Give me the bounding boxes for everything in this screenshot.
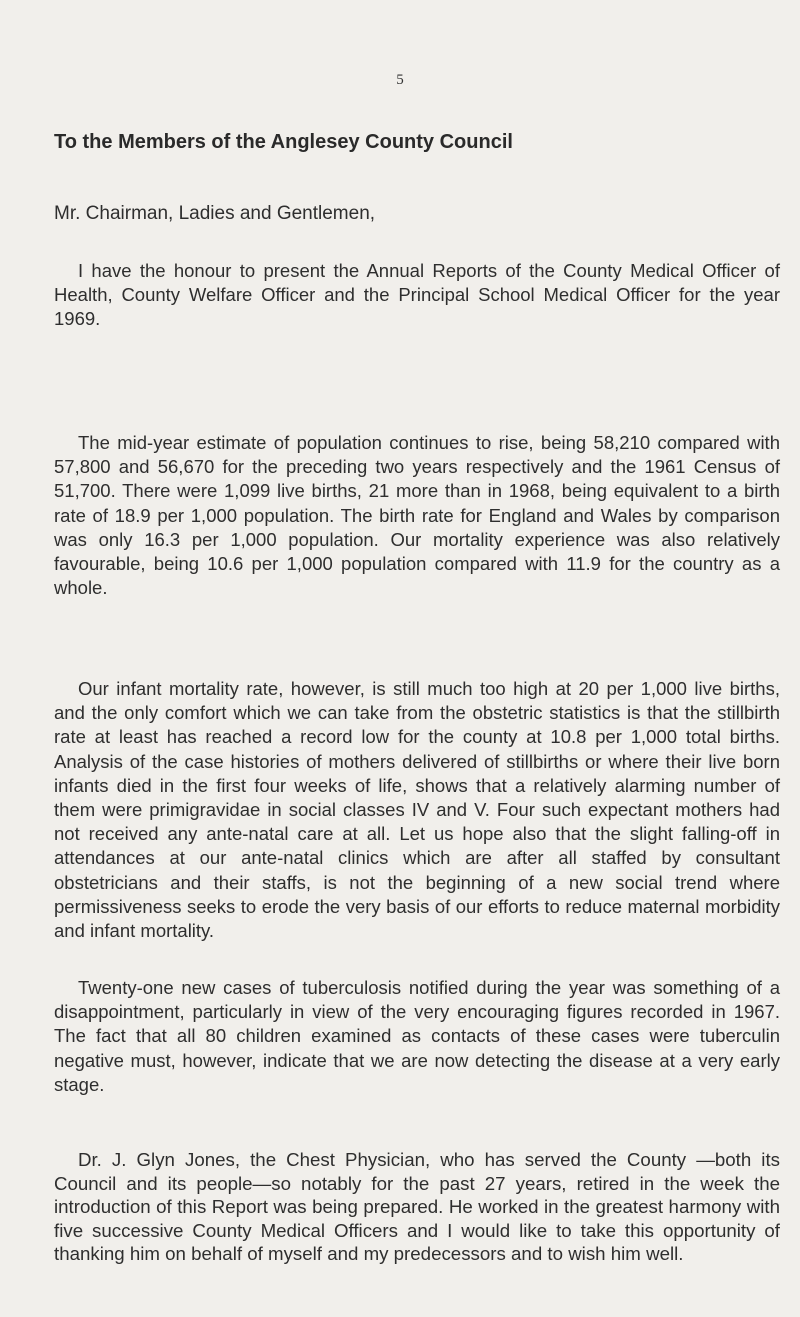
salutation: Mr. Chairman, Ladies and Gentlemen, [54,203,376,224]
letter-title: To the Members of the Anglesey County Council [54,131,513,153]
paragraph-chest-physician: Dr. J. Glyn Jones, the Chest Physician, who has served the County —both its Council and its people—so notably for the past 27 years, retired in the week the introduction of this Report was being prepared. He worked in the greatest harmony with five successive County Medical Officers and I would like to take this opportunity of thanking him on behalf of myself and my predecessors and to wish him well. [54,1149,780,1265]
paragraph-infant-mortality: Our infant mortality rate, however, is still much too high at 20 per 1,000 live births, and the only comfort which we can take from the obstetric statistics is that the stillbirth rate at least has reached a record low for the county at 10.8 per 1,000 total births. Analysis of the case histories of mothers delivered of stillbirths or where their live born infants died in the first four weeks of life, shows that a relatively alarming number of them were primigravidae in social classes IV and V. Four such expectant mothers had not received any ante-natal care at all. Let us hope also that the slight falling-off in attendances at our ante-natal clinics which are after all staffed by consultant obstetricians and their staffs, is not the beginning of a new social trend where permissiveness seeks to erode the very basis of our efforts to reduce maternal morbidity and infant mortality. [54,678,780,942]
page-number: 5 [396,72,404,88]
paragraph-tuberculosis: Twenty-one new cases of tuberculosis notified during the year was something of a disappointment, particularly in view of the very encouraging figures recorded in 1967. The fact that all 80 children examined as contacts of these cases were tuberculin negative must, however, indicate that we are now detecting the disease at a very early stage. [54,977,780,1095]
paragraph-population: The mid-year estimate of population continues to rise, being 58,210 compared with 57,800 and 56,670 for the preceding two years respectively and the 1961 Census of 51,700. There were 1,099 live births, 21 more than in 1968, being equivalent to a birth rate of 18.9 per 1,000 population. The birth rate for England and Wales by comparison was only 16.3 per 1,000 population. Our mortality experience was also relatively favourable, being 10.6 per 1,000 population compared with 11.9 for the country as a whole. [54,432,780,599]
paragraph-annual-reports: I have the honour to present the Annual Reports of the County Medical Officer of Health, County Welfare Officer and the Principal School Medical Officer for the year 1969. [54,260,780,330]
